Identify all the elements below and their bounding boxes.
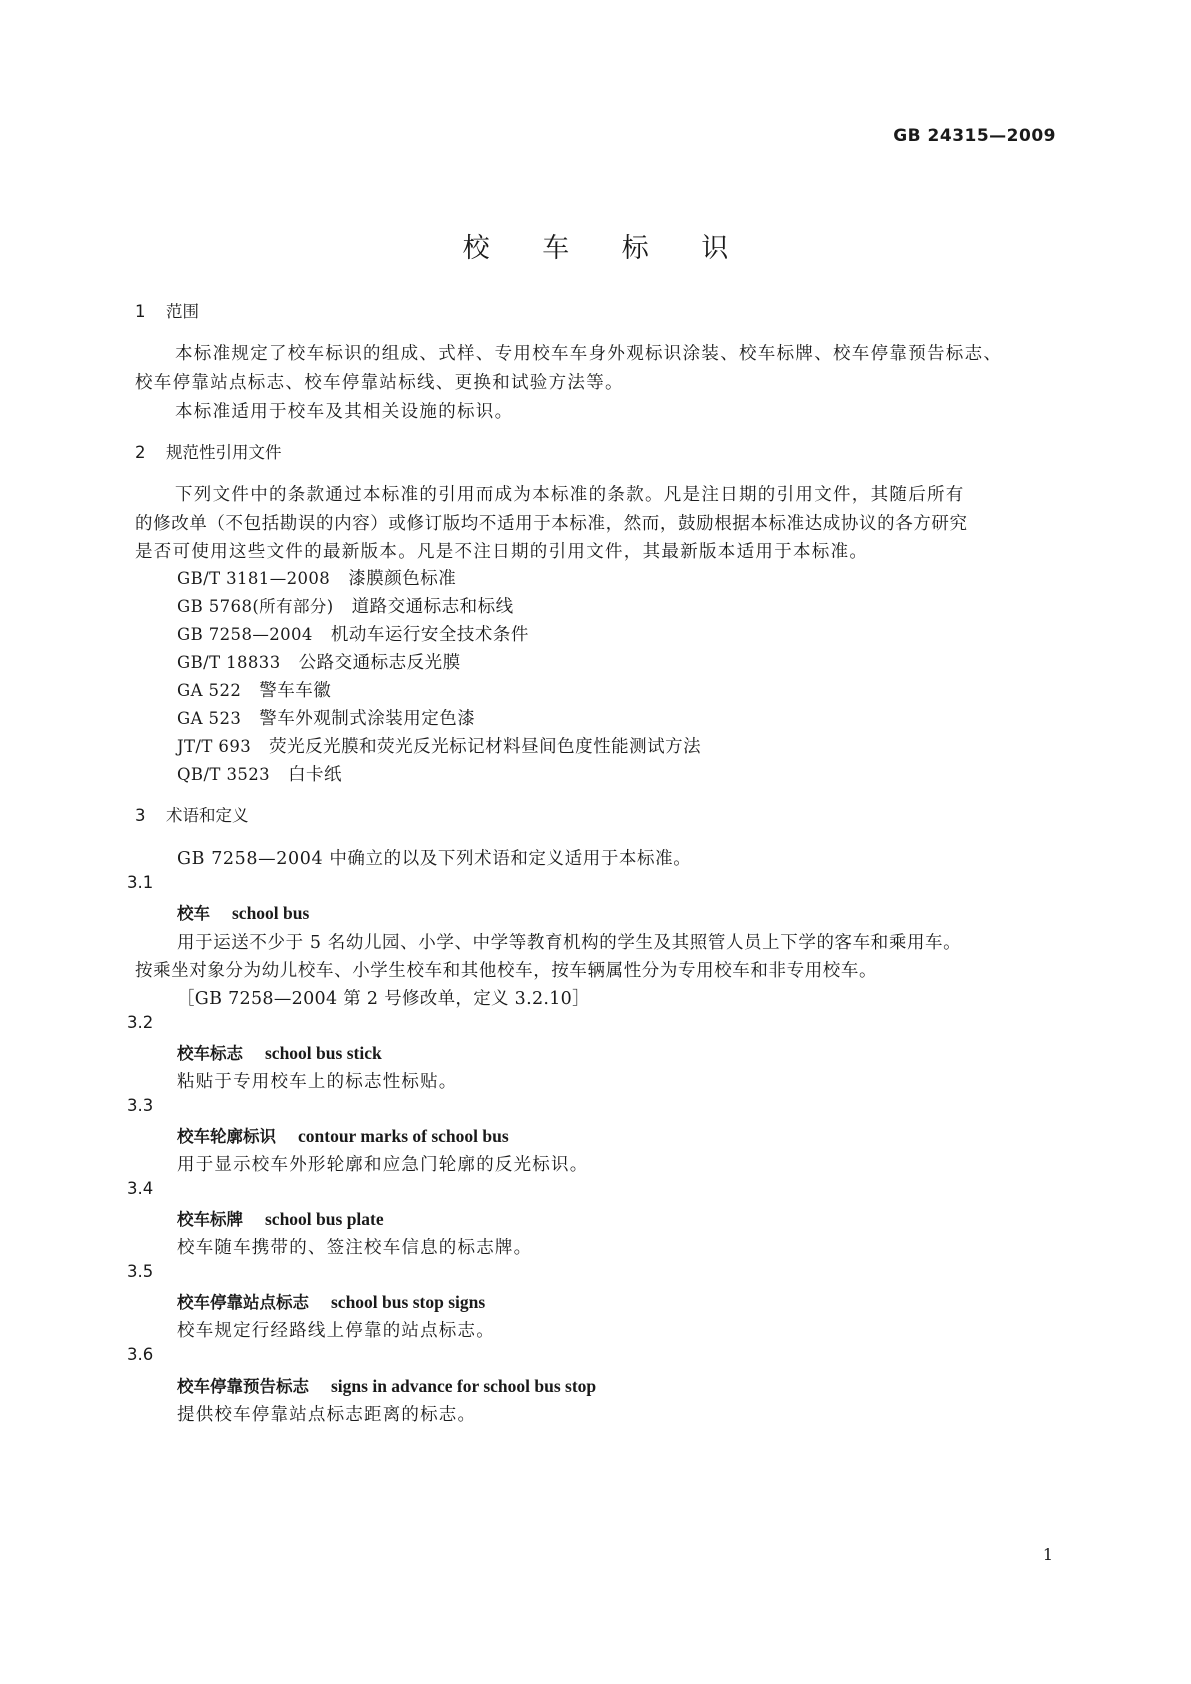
term-zh: 校车轮廓标识	[177, 1127, 276, 1146]
paragraph-line: 是否可使用这些文件的最新版本。凡是不注日期的引用文件，其最新版本适用于本标准。	[135, 542, 869, 562]
term-name	[177, 900, 309, 924]
section-heading	[135, 439, 282, 463]
term-zh: 校车	[177, 904, 210, 923]
term-number: 3.5	[127, 1262, 154, 1281]
reference-title: 机动车运行安全技术条件	[330, 625, 529, 645]
reference-code: GB/T 18833	[177, 653, 281, 672]
term-name	[177, 1373, 596, 1397]
term-zh: 校车标志	[177, 1044, 243, 1063]
reference-title: 警车车徽	[259, 681, 332, 701]
section-heading	[135, 298, 199, 322]
reference-title: 白卡纸	[288, 765, 343, 785]
section-number: 2	[135, 443, 146, 462]
reference-code: GB 7258—2004	[177, 625, 313, 644]
term-zh: 校车停靠站点标志	[177, 1293, 309, 1312]
section-number: 3	[135, 806, 146, 825]
section-number: 1	[135, 302, 146, 321]
term-zh: 校车停靠预告标志	[177, 1377, 309, 1396]
term-name	[177, 1040, 382, 1064]
term-definition: 按乘坐对象分为幼儿校车、小学生校车和其他校车，按车辆属性分为专用校车和非专用校车。	[135, 961, 878, 981]
reference-code: GB/T 3181—2008	[177, 569, 331, 588]
reference-title: 荧光反光膜和荧光反光标记材料昼间色度性能测试方法	[269, 737, 702, 757]
reference-title: 道路交通标志和标线	[351, 597, 514, 617]
term-en: school bus stick	[265, 1043, 382, 1063]
term-definition: 提供校车停靠站点标志距离的标志。	[177, 1405, 477, 1425]
term-definition: 粘贴于专用校车上的标志性标贴。	[177, 1072, 458, 1092]
term-definition: 校车随车携带的、签注校车信息的标志牌。	[177, 1238, 533, 1258]
reference-title: 公路交通标志反光膜	[298, 653, 461, 673]
term-en: school bus	[232, 903, 310, 923]
reference-item	[177, 761, 342, 786]
reference-item	[177, 677, 331, 702]
term-en: contour marks of school bus	[298, 1126, 509, 1146]
document-title: 校 车 标 识	[462, 233, 751, 264]
paragraph-line: 本标准规定了校车标识的组成、式样、专用校车车身外观标识涂装、校车标牌、校车停靠预告标志、	[175, 344, 1003, 364]
term-definition: 校车规定行经路线上停靠的站点标志。	[177, 1321, 495, 1341]
reference-item	[177, 705, 475, 730]
term-name	[177, 1206, 384, 1230]
paragraph-line: 本标准适用于校车及其相关设施的标识。	[175, 402, 514, 422]
term-definition: 用于显示校车外形轮廓和应急门轮廓的反光标识。	[177, 1155, 589, 1175]
term-name	[177, 1123, 509, 1147]
term-name	[177, 1289, 485, 1313]
reference-item	[177, 733, 701, 758]
standard-code: GB 24315—2009	[893, 126, 1056, 146]
reference-title: 漆膜颜色标准	[348, 569, 457, 589]
paragraph-line: 下列文件中的条款通过本标准的引用而成为本标准的条款。凡是注日期的引用文件，其随后所有	[175, 485, 965, 505]
reference-code: QB/T 3523	[177, 765, 271, 784]
term-zh: 校车标牌	[177, 1210, 243, 1229]
reference-code: GA 523	[177, 709, 242, 728]
term-number: 3.2	[127, 1013, 154, 1032]
paragraph-line: GB 7258—2004 中确立的以及下列术语和定义适用于本标准。	[177, 849, 692, 869]
term-number: 3.3	[127, 1096, 154, 1115]
term-number: 3.1	[127, 873, 154, 892]
term-source: ［GB 7258—2004 第 2 号修改单，定义 3.2.10］	[177, 989, 590, 1009]
paragraph-line: 校车停靠站点标志、校车停靠站标线、更换和试验方法等。	[135, 373, 624, 393]
term-number: 3.6	[127, 1345, 154, 1364]
section-title: 术语和定义	[166, 806, 249, 825]
term-number: 3.4	[127, 1179, 154, 1198]
reference-code: GA 522	[177, 681, 242, 700]
term-en: school bus stop signs	[331, 1292, 486, 1312]
section-title: 范围	[166, 302, 199, 321]
paragraph-line: 的修改单（不包括勘误的内容）或修订版均不适用于本标准，然而，鼓励根据本标准达成协议的各方研究	[135, 514, 968, 534]
reference-item	[177, 621, 529, 646]
section-title: 规范性引用文件	[166, 443, 282, 462]
reference-item	[177, 565, 456, 590]
reference-code: GB 5768(所有部分)	[177, 597, 334, 616]
reference-code: JT/T 693	[177, 737, 252, 756]
reference-title: 警车外观制式涂装用定色漆	[259, 709, 476, 729]
page-number: 1	[1042, 1545, 1053, 1564]
term-en: signs in advance for school bus stop	[331, 1376, 597, 1396]
term-en: school bus plate	[265, 1209, 384, 1229]
term-definition: 用于运送不少于 5 名幼儿园、小学、中学等教育机构的学生及其照管人员上下学的客车和乘用车。	[177, 933, 962, 953]
reference-item	[177, 649, 461, 674]
section-heading	[135, 802, 249, 826]
reference-item	[177, 593, 514, 618]
